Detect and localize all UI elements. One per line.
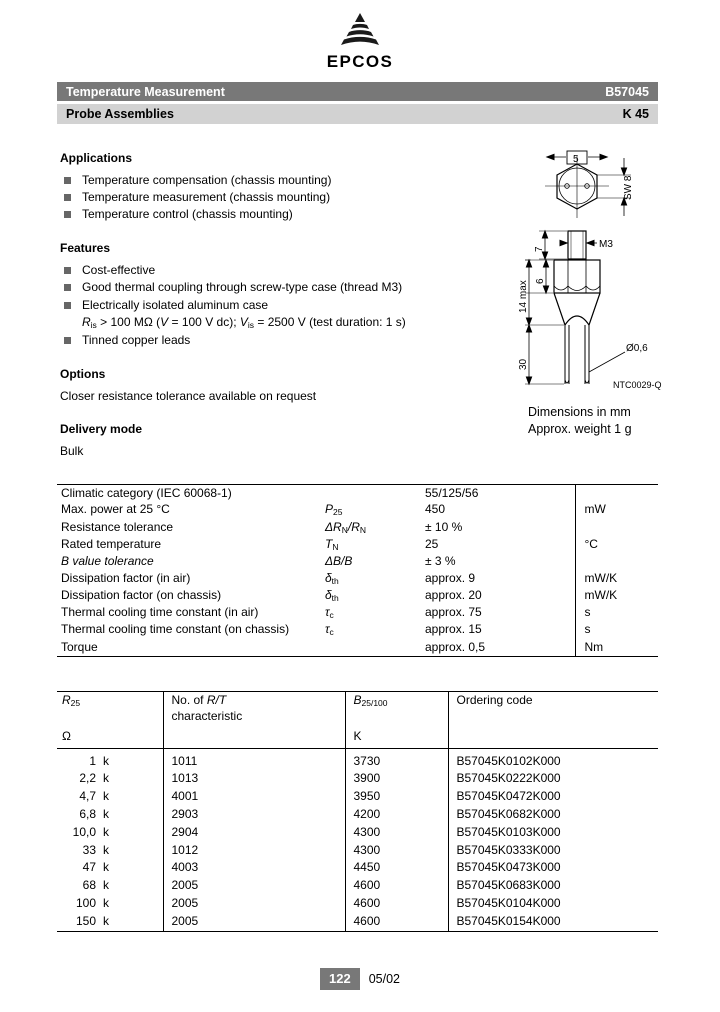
cell-r25	[57, 788, 163, 806]
cell-bvalue: 4300	[345, 824, 448, 842]
table-row	[57, 553, 658, 570]
r25-value: 1	[89, 753, 96, 768]
cell-ordering-code: B57045K0682K000	[456, 806, 561, 821]
cell-ordering-code: B57045K0222K000	[456, 771, 561, 786]
list-item: Temperature control (chassis mounting)	[60, 206, 500, 222]
cell-bvalue: 4600	[345, 877, 448, 895]
spec-symbol-subscript: th	[331, 575, 339, 586]
isolation-vis-subscript: is	[247, 319, 255, 330]
cell-r25	[57, 824, 163, 842]
features-heading: Features	[60, 241, 111, 256]
cell-ordering-code: B57045K0333K000	[456, 842, 561, 857]
spec-symbol-subscript: N	[341, 524, 348, 535]
drawing-caption	[528, 404, 632, 437]
features-list-cont	[60, 332, 500, 348]
spec-symbol-subscript: c	[329, 627, 334, 638]
spec-unit	[575, 553, 658, 570]
spec-symbol-letter: P	[325, 502, 334, 517]
cell-bvalue: 4200	[345, 806, 448, 824]
dim-label-14max: 14 max	[518, 280, 529, 313]
cell-ordering-code: B57045K0683K000	[456, 878, 561, 893]
spec-symbol	[325, 485, 425, 502]
characteristic-label-rt: R/T	[206, 693, 227, 707]
column-header-r25	[57, 692, 163, 748]
drawing-caption-weight: Approx. weight 1 g	[528, 421, 632, 436]
r25-value: 150	[75, 913, 96, 928]
spec-unit: Nm	[575, 639, 658, 656]
dim-label-m3: M3	[599, 239, 613, 250]
isolation-r-symbol: R	[82, 314, 91, 329]
table-row	[57, 788, 658, 806]
r25-multiplier: k	[103, 753, 109, 768]
cell-bvalue: 3950	[345, 788, 448, 806]
r25-value: 47	[82, 860, 96, 875]
spec-unit: °C	[575, 536, 658, 553]
table-row	[57, 605, 658, 622]
spec-symbol	[325, 553, 425, 570]
dim-label-6: 6	[535, 278, 546, 284]
cell-bvalue: 4450	[345, 859, 448, 877]
table-row	[57, 519, 658, 536]
series-code: B57045	[605, 84, 649, 99]
dim-label-5: 5	[573, 154, 579, 165]
table-row	[57, 485, 658, 502]
cell-r25	[57, 913, 163, 931]
drawing-svg	[505, 148, 673, 396]
cell-r25	[57, 895, 163, 913]
drawing-code-label: NTC0029-Q	[613, 380, 662, 390]
isolation-note	[60, 314, 500, 331]
spec-symbol	[325, 570, 425, 587]
table-row	[57, 588, 658, 605]
spec-symbol-letter: τ	[325, 605, 330, 620]
isolation-v-text: = 100 V dc);	[168, 314, 240, 329]
dim-label-30: 30	[518, 358, 529, 370]
table-row	[57, 895, 658, 913]
r25-multiplier: k	[103, 806, 109, 821]
list-item: Tinned copper leads	[60, 332, 500, 348]
cell-r25	[57, 877, 163, 895]
list-item: Temperature measurement (chassis mounting)	[60, 189, 500, 205]
b-subscript: 25/100	[361, 698, 388, 708]
brand-logo	[0, 12, 720, 70]
spec-symbol-letter: δ	[325, 570, 332, 585]
spec-unit	[575, 485, 658, 502]
page-number: 122	[320, 968, 360, 990]
isolation-v-symbol: V	[160, 314, 169, 329]
cell-characteristic: 2904	[163, 824, 345, 842]
applications-heading: Applications	[60, 151, 133, 165]
r25-value: 33	[82, 842, 96, 857]
spec-name: Dissipation factor (on chassis)	[61, 588, 222, 603]
table-row	[57, 806, 658, 824]
cell-characteristic: 2005	[163, 913, 345, 931]
epcos-tree-logo-icon	[327, 12, 393, 52]
spec-symbol-subscript2: N	[359, 524, 366, 535]
r25-multiplier: k	[103, 842, 109, 857]
table-row	[57, 824, 658, 842]
cell-characteristic: 4001	[163, 788, 345, 806]
cell-characteristic: 1013	[163, 770, 345, 788]
page-subtitle: Probe Assemblies	[66, 107, 174, 121]
spec-symbol	[325, 519, 425, 536]
table-row	[57, 570, 658, 587]
spec-symbol-letter2: /R	[347, 519, 360, 534]
cell-r25	[57, 842, 163, 860]
r25-value: 68	[82, 878, 96, 893]
cell-r25	[57, 859, 163, 877]
delivery-mode-heading: Delivery mode	[60, 422, 143, 437]
spec-unit: s	[575, 605, 658, 622]
header-band-secondary	[57, 104, 658, 124]
spec-value: approx. 15	[425, 622, 482, 637]
spec-symbol	[325, 588, 425, 605]
cell-ordering-code: B57045K0154K000	[456, 913, 561, 928]
r25-value: 10,0	[72, 824, 96, 839]
r25-multiplier: k	[103, 913, 109, 928]
specifications-table	[57, 484, 658, 657]
r25-multiplier: k	[103, 896, 109, 911]
cell-characteristic: 4003	[163, 859, 345, 877]
spec-symbol-letter: ΔB/B	[325, 553, 353, 568]
r25-multiplier: k	[103, 824, 109, 839]
table-row	[57, 913, 658, 931]
table-header-row	[57, 692, 658, 748]
drawing-caption-units: Dimensions in mm	[528, 405, 631, 419]
table-row	[57, 842, 658, 860]
options-heading: Options	[60, 367, 106, 382]
spec-name	[57, 553, 325, 570]
spec-name: Resistance tolerance	[61, 519, 174, 534]
spec-value: 55/125/56	[425, 485, 479, 500]
spec-value: approx. 75	[425, 605, 482, 620]
spec-value: approx. 0,5	[425, 639, 486, 654]
spec-symbol-letter: T	[325, 536, 333, 551]
content-column	[60, 150, 500, 459]
r25-multiplier: k	[103, 771, 109, 786]
spec-symbol	[325, 622, 425, 639]
spec-value: 450	[425, 502, 446, 517]
options-text: Closer resistance tolerance available on request	[60, 389, 317, 404]
r25-value: 4,7	[79, 789, 96, 804]
spec-name: Thermal cooling time constant (in air)	[61, 605, 259, 620]
cell-characteristic: 2005	[163, 877, 345, 895]
spec-value: ± 10 %	[425, 519, 463, 534]
spec-name: Torque	[61, 639, 98, 654]
spec-unit	[575, 519, 658, 536]
r25-multiplier: k	[103, 878, 109, 893]
spec-value: 25	[425, 536, 439, 551]
revision-date: 05/02	[368, 972, 400, 987]
cell-bvalue: 4300	[345, 842, 448, 860]
cell-ordering-code: B57045K0102K000	[456, 753, 561, 768]
isolation-vis-text: = 2500 V (test duration: 1 s)	[254, 314, 406, 329]
isolation-vis-symbol: V	[239, 314, 248, 329]
column-header-bvalue	[345, 692, 448, 748]
list-item: Cost-effective	[60, 262, 500, 278]
spec-symbol	[325, 502, 425, 519]
cell-r25	[57, 806, 163, 824]
table-row	[57, 502, 658, 519]
dim-label-sw8: SW 8	[623, 175, 634, 200]
cell-bvalue: 3730	[345, 749, 448, 771]
r25-unit: Ω	[62, 729, 71, 744]
features-list	[60, 262, 500, 312]
isolation-r-text: > 100 MΩ (	[96, 314, 161, 329]
delivery-mode-text: Bulk	[60, 444, 84, 459]
brand-name: EPCOS	[326, 52, 394, 71]
cell-characteristic: 1012	[163, 842, 345, 860]
spec-name: Dissipation factor (in air)	[61, 570, 191, 585]
spec-name: Rated temperature	[61, 536, 162, 551]
table-row	[57, 749, 658, 771]
spec-unit: s	[575, 622, 658, 639]
spec-symbol-letter: ΔR	[325, 519, 342, 534]
page-footer	[0, 968, 720, 990]
r25-multiplier: k	[103, 860, 109, 875]
cell-ordering-code: B57045K0104K000	[456, 896, 561, 911]
cell-r25	[57, 770, 163, 788]
cell-r25	[57, 749, 163, 771]
cell-characteristic: 1011	[163, 749, 345, 771]
b-symbol: B	[353, 693, 362, 707]
page-title: Temperature Measurement	[66, 84, 225, 99]
cell-bvalue: 4600	[345, 913, 448, 931]
component-dimension-drawing	[505, 148, 673, 396]
r25-value: 6,8	[79, 806, 96, 821]
spec-symbol	[325, 536, 425, 553]
spec-symbol	[325, 605, 425, 622]
r25-value: 2,2	[79, 771, 96, 786]
table-row	[57, 536, 658, 553]
cell-ordering-code: B57045K0103K000	[456, 824, 561, 839]
spec-symbol-subscript: N	[332, 541, 339, 552]
r25-value: 100	[75, 896, 96, 911]
spec-value: approx. 9	[425, 570, 476, 585]
spec-name: Max. power at 25 °C	[61, 502, 170, 517]
spec-name: Climatic category (IEC 60068-1)	[61, 485, 232, 500]
applications-list	[60, 172, 500, 222]
cell-ordering-code: B57045K0472K000	[456, 789, 561, 804]
cell-characteristic: 2903	[163, 806, 345, 824]
spec-symbol-letter: τ	[325, 622, 330, 637]
b-unit: K	[353, 729, 362, 744]
r25-symbol: R	[62, 693, 71, 707]
table-row	[57, 770, 658, 788]
dim-label-7: 7	[534, 246, 545, 252]
r25-multiplier: k	[103, 789, 109, 804]
table-row	[57, 639, 658, 656]
characteristic-label-b: characteristic	[171, 708, 243, 723]
isolation-r-subscript: is	[90, 319, 97, 330]
spec-unit: mW/K	[575, 570, 658, 587]
type-code: K 45	[622, 107, 649, 121]
spec-symbol-letter: δ	[325, 588, 332, 603]
ordering-table	[57, 691, 658, 932]
column-header-ordering-code: Ordering code	[456, 693, 533, 707]
characteristic-label-a: No. of	[171, 693, 207, 707]
spec-symbol-subscript: th	[331, 593, 339, 604]
r25-subscript: 25	[70, 698, 81, 708]
cell-characteristic: 2005	[163, 895, 345, 913]
column-header-characteristic	[163, 692, 345, 748]
list-item: Temperature compensation (chassis mounting)	[60, 172, 500, 188]
spec-symbol-subscript: c	[329, 610, 334, 621]
spec-symbol	[325, 639, 425, 656]
spec-value: approx. 20	[425, 588, 482, 603]
list-item: Good thermal coupling through screw-type case (thread M3)	[60, 279, 500, 295]
spec-name-text: B value tolerance	[61, 553, 154, 568]
table-row	[57, 622, 658, 639]
header-band-primary	[57, 82, 658, 101]
dim-label-diameter: Ø0,6	[626, 343, 648, 354]
list-item: Electrically isolated aluminum case	[60, 297, 500, 313]
cell-ordering-code: B57045K0473K000	[456, 860, 561, 875]
table-row	[57, 877, 658, 895]
cell-bvalue: 4600	[345, 895, 448, 913]
cell-bvalue: 3900	[345, 770, 448, 788]
table-row	[57, 859, 658, 877]
spec-name: Thermal cooling time constant (on chassis)	[61, 622, 290, 637]
spec-unit: mW	[575, 502, 658, 519]
spec-symbol-subscript: 25	[333, 507, 343, 518]
spec-value: ± 3 %	[425, 553, 456, 568]
spec-unit: mW/K	[575, 588, 658, 605]
